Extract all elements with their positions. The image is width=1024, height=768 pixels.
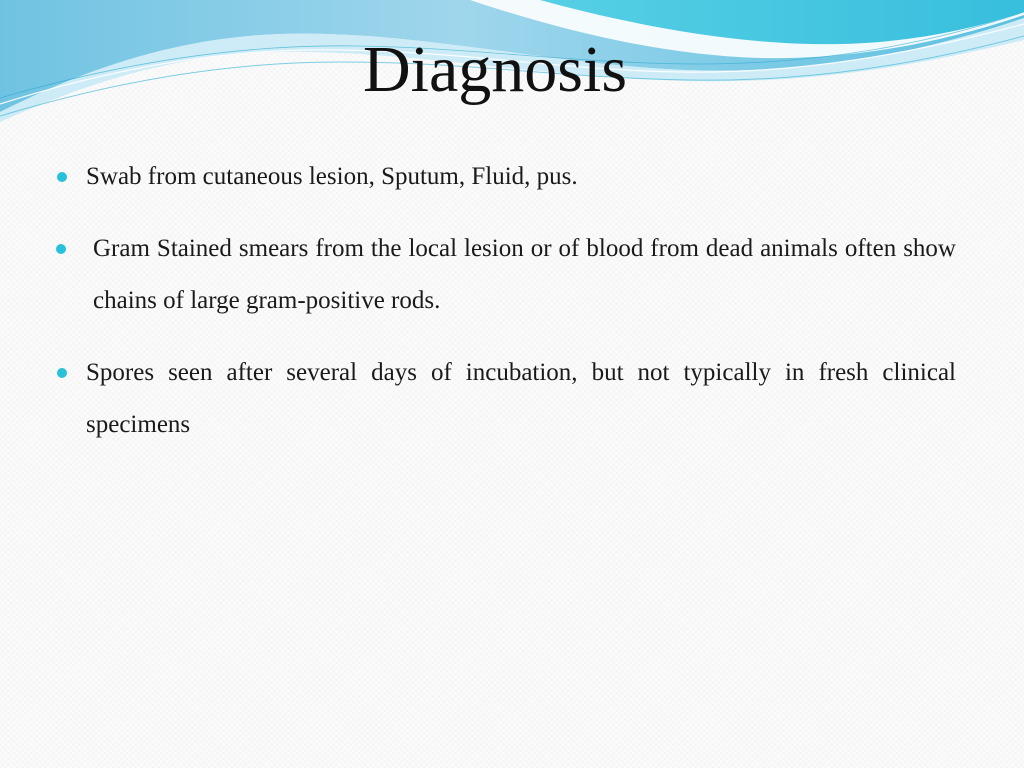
list-item <box>86 151 956 203</box>
bullet-text: Swab from cutaneous lesion, Sputum, Fluid, pus. <box>86 163 578 190</box>
list-item <box>86 347 956 451</box>
bullet-text: Gram Stained smears from the local lesion or of blood from dead animals often show chains of large gram-positive rods. <box>93 235 956 314</box>
bullet-dot-icon <box>57 172 67 182</box>
bullet-dot-icon <box>56 244 66 254</box>
bullet-text: Spores seen after several days of incubation, but not typically in fresh clinical specimens <box>86 359 956 438</box>
list-item <box>93 223 956 327</box>
bullet-dot-icon <box>57 368 67 378</box>
slide-title: Diagnosis <box>363 33 627 106</box>
